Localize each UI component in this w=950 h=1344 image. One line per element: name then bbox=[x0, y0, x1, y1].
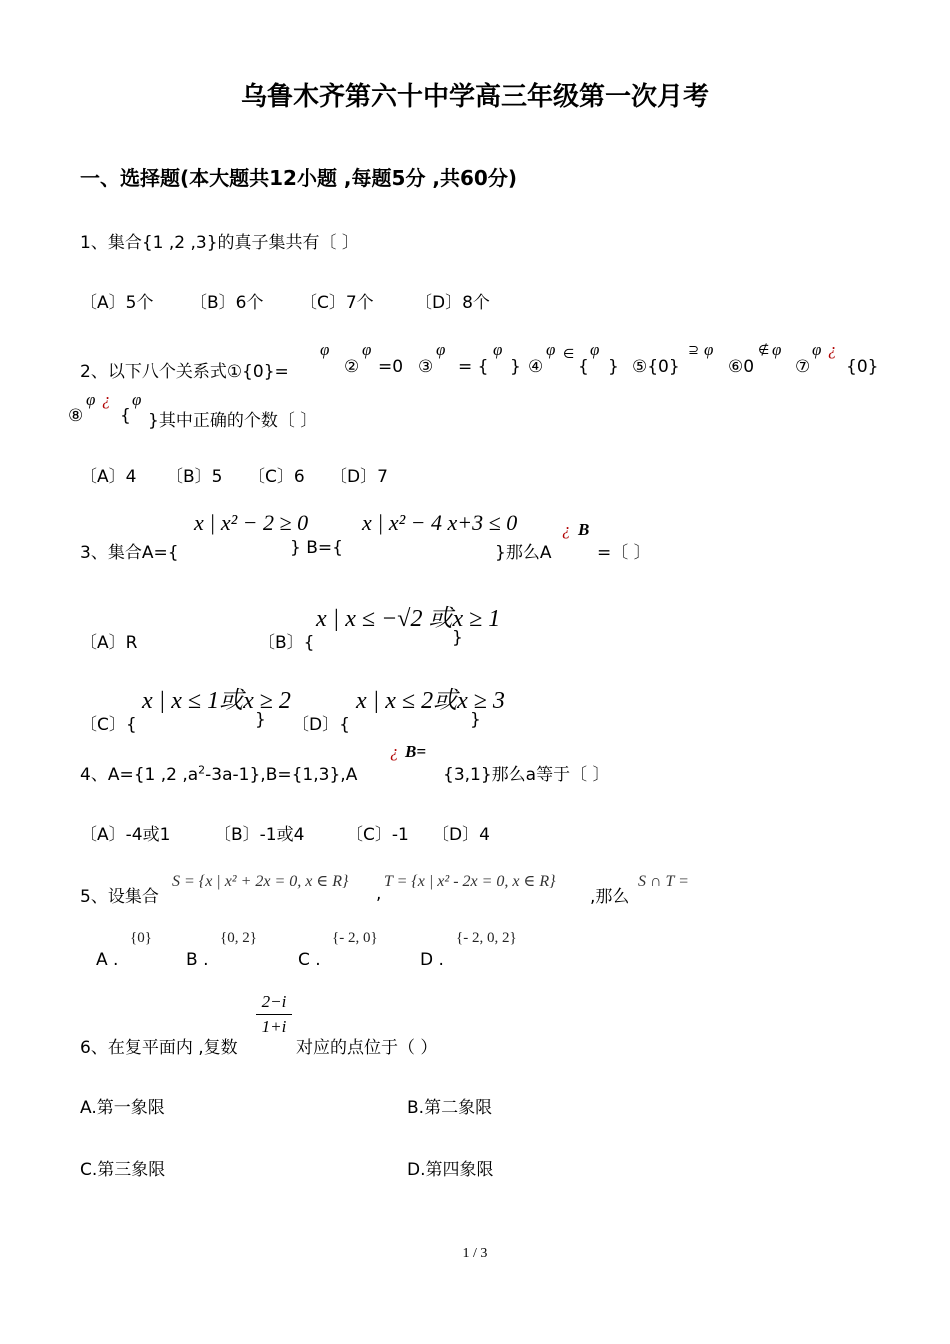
phi-symbol: φ bbox=[436, 340, 446, 359]
q3-option-b-open: 〔B〕{ bbox=[258, 633, 315, 653]
superset-symbol: ⊇ bbox=[688, 343, 699, 358]
q3-option-d-open: 〔D〕{ bbox=[292, 715, 350, 735]
q2-tail: }其中正确的个数〔 〕 bbox=[148, 411, 318, 431]
q5-option-b-label: B . bbox=[186, 950, 209, 970]
q2-close-brace: } bbox=[510, 357, 521, 377]
q4-option-b: 〔B〕-1或4 bbox=[214, 825, 305, 845]
q3-set-b-formula: x | x² − 4 x+3 ≤ 0 bbox=[362, 510, 518, 535]
not-element-symbol: ∉ bbox=[758, 343, 770, 358]
fraction-denominator: 1+i bbox=[261, 1017, 287, 1036]
phi-symbol: φ bbox=[812, 340, 822, 359]
q2-item-6: ⑥0 bbox=[728, 357, 755, 377]
q3-mid: } B={ bbox=[290, 538, 343, 558]
q3-prefix: 3、集合A={ bbox=[80, 543, 179, 563]
q2-close-brace: } bbox=[608, 357, 619, 377]
page-number: 1 / 3 bbox=[462, 1246, 488, 1261]
q3-end: =〔 〕 bbox=[597, 543, 651, 563]
q4-b-equals: B= bbox=[405, 742, 427, 761]
q2-open-brace: { bbox=[578, 357, 589, 377]
subset-glyph: ¿ bbox=[828, 340, 837, 359]
q2-item-3: ③ bbox=[418, 357, 434, 377]
q6-suffix: 对应的点位于（ ） bbox=[296, 1038, 438, 1058]
q5-option-d-value: {- 2, 0, 2} bbox=[456, 930, 517, 946]
phi-symbol: φ bbox=[320, 340, 330, 359]
q2-option-a: 〔A〕4 bbox=[80, 467, 137, 487]
phi-symbol: φ bbox=[772, 340, 782, 359]
q4-stem-b-text: -3a-1},B={1,3},A bbox=[205, 765, 358, 785]
page-title: 乌鲁木齐第六十中学高三年级第一次月考 bbox=[240, 82, 709, 112]
q6-prefix: 6、在复平面内 ,复数 bbox=[80, 1038, 238, 1058]
fraction-bar bbox=[256, 1014, 292, 1015]
q2-set-zero: {0} bbox=[846, 357, 879, 377]
q5-expression: S ∩ T = bbox=[638, 873, 689, 890]
q5-option-b-value: {0, 2} bbox=[220, 930, 257, 946]
q3-option-b-close: } bbox=[452, 628, 463, 648]
phi-symbol: φ bbox=[362, 340, 372, 359]
q3-option-d-formula: x | x ≤ 2或x ≥ 3 bbox=[356, 688, 505, 714]
q5-set-t: T = {x | x² - 2x = 0, x ∈ R} bbox=[384, 873, 556, 890]
q5-comma: , bbox=[376, 884, 382, 904]
phi-symbol: φ bbox=[704, 340, 714, 359]
section-heading: 一、选择题(本大题共12小题 ,每题5分 ,共60分) bbox=[80, 166, 517, 190]
q4-option-d: 〔D〕4 bbox=[432, 825, 490, 845]
phi-symbol: φ bbox=[132, 390, 142, 409]
q4-exponent: 2 bbox=[198, 763, 206, 777]
q2-open-brace: { bbox=[120, 406, 131, 426]
q2-eq-zero: =0 bbox=[378, 357, 404, 377]
q4-option-c: 〔C〕-1 bbox=[346, 825, 409, 845]
q5-option-a-value: {0} bbox=[130, 930, 152, 946]
subset-glyph: ¿ bbox=[102, 390, 111, 409]
phi-symbol: φ bbox=[590, 340, 600, 359]
q2-item-8: ⑧ bbox=[68, 406, 84, 426]
q6-option-d: D.第四象限 bbox=[407, 1160, 494, 1180]
q2-item-4: ④ bbox=[528, 357, 544, 377]
q3-option-d-close: } bbox=[470, 710, 481, 730]
q5-option-c-label: C . bbox=[298, 950, 321, 970]
q2-option-d: 〔D〕7 bbox=[330, 467, 388, 487]
q1-option-c: 〔C〕7个 bbox=[300, 293, 374, 313]
phi-symbol: φ bbox=[493, 340, 503, 359]
q1-stem: 1、集合{1 ,2 ,3}的真子集共有〔 〕 bbox=[80, 233, 359, 253]
q3-option-b-formula: x | x ≤ −√2 或x ≥ 1 bbox=[316, 606, 501, 632]
q5-option-d-label: D . bbox=[420, 950, 444, 970]
q6-option-a: A.第一象限 bbox=[80, 1098, 165, 1118]
q4-stem-c: {3,1}那么a等于〔 〕 bbox=[443, 765, 610, 785]
phi-symbol: φ bbox=[86, 390, 96, 409]
element-of-symbol: ∈ bbox=[563, 347, 575, 362]
q5-set-s: S = {x | x² + 2x = 0, x ∈ R} bbox=[172, 873, 349, 890]
q5-then: ,那么 bbox=[590, 887, 630, 907]
q3-option-a: 〔A〕R bbox=[80, 633, 138, 653]
fraction-numerator: 2−i bbox=[261, 992, 287, 1011]
complex-fraction bbox=[256, 992, 292, 1037]
q6-option-c: C.第三象限 bbox=[80, 1160, 166, 1180]
q4-stem-a-text: 4、A={1 ,2 ,a bbox=[80, 765, 199, 785]
q3-set-b-label: B bbox=[578, 520, 590, 539]
phi-symbol: φ bbox=[546, 340, 556, 359]
q2-option-b: 〔B〕5 bbox=[166, 467, 223, 487]
q2-item-7: ⑦ bbox=[795, 357, 811, 377]
q5-option-c-value: {- 2, 0} bbox=[332, 930, 378, 946]
q6-option-b: B.第二象限 bbox=[407, 1098, 493, 1118]
q3-set-a-formula: x | x² − 2 ≥ 0 bbox=[194, 510, 309, 535]
q2-eq-brace: = { bbox=[458, 357, 489, 377]
q1-option-d: 〔D〕8个 bbox=[415, 293, 490, 313]
q5-prefix: 5、设集合 bbox=[80, 887, 159, 907]
q2-stem-start: 2、以下八个关系式①{0}= bbox=[80, 362, 289, 382]
q3-after: }那么A bbox=[495, 543, 552, 563]
q5-option-a-label: A . bbox=[96, 950, 119, 970]
q3-option-c-close: } bbox=[255, 710, 266, 730]
q2-item-5: ⑤{0} bbox=[632, 357, 680, 377]
q2-option-c: 〔C〕6 bbox=[248, 467, 305, 487]
q1-option-a: 〔A〕5个 bbox=[80, 293, 154, 313]
q4-stem-a bbox=[80, 760, 357, 785]
q1-option-b: 〔B〕6个 bbox=[190, 293, 264, 313]
q3-option-c-formula: x | x ≤ 1或x ≥ 2 bbox=[142, 688, 291, 714]
subset-glyph: ¿ bbox=[562, 520, 571, 539]
q3-option-c-open: 〔C〕{ bbox=[80, 715, 137, 735]
q4-option-a: 〔A〕-4或1 bbox=[80, 825, 171, 845]
q2-item-2: ② bbox=[344, 357, 360, 377]
subset-glyph: ¿ bbox=[390, 742, 399, 761]
